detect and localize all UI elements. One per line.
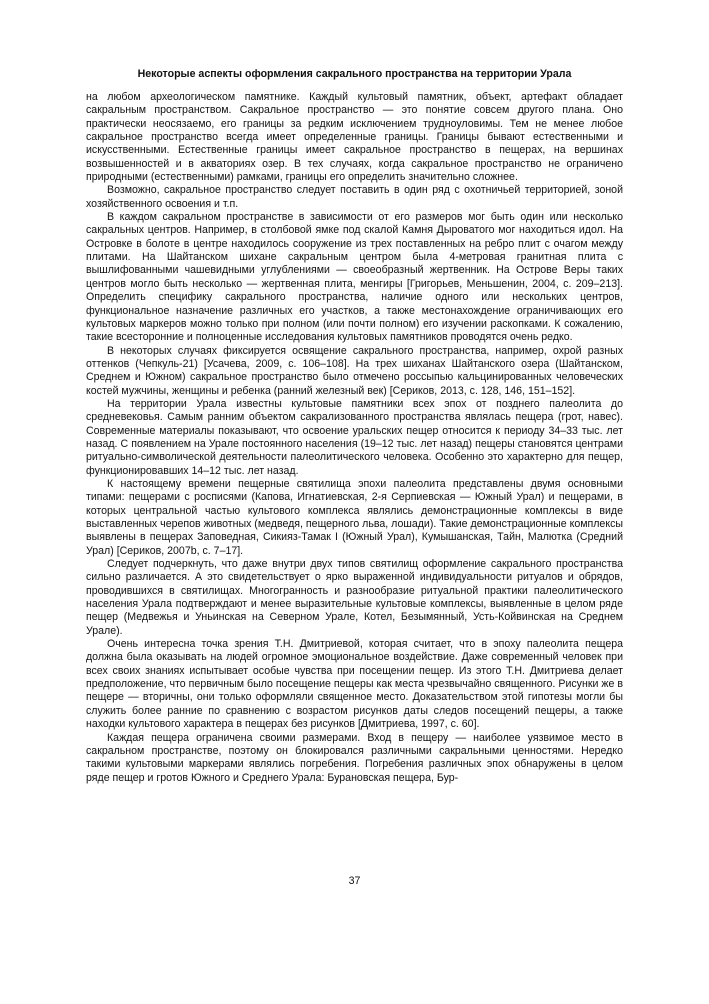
paragraph-7: Следует подчеркнуть, что даже внутри двух типов святилищ оформление сакрального пространства сильно различается. А это свидетельствует о ярко выраженной индивидуальности ритуалов и обрядов, проводившихся в святилищах. Многогранность и разнообразие ритуальной практики палеолитического населения Урала подтверждают и менее выразительные культовые комплексы, выявленные в целом ряде пещер (Медвежья и Уньинская на Северном Урале, Котел, Безымянный, Усть-Койвинская на Среднем Урале). bbox=[86, 558, 623, 637]
body-text bbox=[86, 91, 623, 785]
paragraph-3: В каждом сакральном пространстве в зависимости от его размеров мог быть один или несколько сакральных центров. Например, в столбовой ямке под скалой Камня Дыроватого мог находиться идол. На Островке в болоте в центре находилось сооружение из трех поставленных на ребро плит с очагом между плитами. На Шайтанском шихане сакральным центром была 4-метровая гранитная плита с вышлифованными чашевидными углублениями — своеобразный жертвенник. На Острове Веры таких центров могло быть несколько — жертвенная плита, менгиры [Григорьев, Меньшенин, 2004, с. 209–213]. Определить специфику сакрального пространства, наличие одного или нескольких центров, функциональное назначение различных его участков, а также местонахождение ограничивающих его культовых маркеров можно только при полном (или почти полном) его изучении раскопками. К сожалению, такие всесторонние и полноценные исследования культовых памятников проводятся очень редко. bbox=[86, 211, 623, 344]
paragraph-9: Каждая пещера ограничена своими размерами. Вход в пещеру — наиболее уязвимое место в сакральном пространстве, поэтому он блокировался различными сакральными ценностями. Нередко такими культовыми маркерами являлись погребения. Погребения различных эпох обнаружены в целом ряде пещер и гротов Южного и Среднего Урала: Бурановская пещера, Бур- bbox=[86, 731, 623, 784]
paragraph-8: Очень интересна точка зрения Т.Н. Дмитриевой, которая считает, что в эпоху палеолита пещера должна была оказывать на людей огромное эмоциональное воздействие. Даже современный человек при всех своих знаниях испытывает особые чувства при посещении пещер. Из этого Т.Н. Дмитриева делает предположение, что первичным было посещение пещеры как места чрезвычайно священного. Рисунки же в пещере — вторичны, они только оформляли священное место. Доказательством этой гипотезы могли бы служить более ранние по сравнению с возрастом рисунков даты следов посещений пещеры, а также находки культового характера в пещерах без рисунков [Дмитриева, 1997, с. 60]. bbox=[86, 638, 623, 731]
running-head-title: Некоторые аспекты оформления сакрального пространства на территории Урала bbox=[137, 68, 572, 80]
paragraph-6: К настоящему времени пещерные святилища эпохи палеолита представлены двумя основными типами: пещерами с росписями (Капова, Игнатиевская, 2-я Серпиевская — Южный Урал) и пещерами, в которых центральной частью культового комплекса являлись демонстрационные комплексы в виде выставленных черепов животных (медведя, пещерного льва, лошади). Такие демонстрационные комплексы выявлены в пещерах Заповедная, Сикияз-Тамак I (Южный Урал), Кумышанская, Тайн, Малютка (Средний Урал) [Сериков, 2007b, с. 7–17]. bbox=[86, 477, 623, 557]
paragraph-2: Возможно, сакральное пространство следует поставить в один ряд с охотничьей территорией, зоной хозяйственного освоения и т.п. bbox=[86, 184, 623, 210]
paragraph-5: На территории Урала известны культовые памятники всех эпох от позднего палеолита до средневековья. Самым ранним объектом сакрализованного пространства являлась пещера (грот, навес). Современные материалы показывают, что освоение уральских пещер относится к периоду 34–33 тыс. лет назад. С появлением на Урале постоянного населения (19–12 тыс. лет назад) пещеры становятся центрами ритуально-символической деятельности палеолитического человека. Особенно это характерно для пещер, функционировавших 14–12 тыс. лет назад. bbox=[86, 397, 623, 477]
paragraph-1: на любом археологическом памятнике. Каждый культовый памятник, объект, артефакт обладает сакральным пространством. Сакральное пространство — это понятие совсем другого плана. Оно практически неосязаемо, его границы за редким исключением трудноуловимы. Тем не менее любое сакральное пространство всегда имеет определенные границы. Границы бывают естественными и искусственными. Естественные границы имеет сакральное пространство в пещерах, на вершинах возвышенностей и в акваториях озер. В тех случаях, когда сакральное пространство не ограничено природными (естественными) рамками, границы его определить значительно сложнее. bbox=[86, 91, 623, 184]
page-number: 37 bbox=[348, 875, 361, 887]
paragraph-4: В некоторых случаях фиксируется освящение сакрального пространства, например, охрой разных оттенков (Чепкуль-21) [Усачева, 2009, с. 106–108]. На трех шиханах Шайтанского озера (Шайтанском, Среднем и Южном) сакральное пространство было отмечено россыпью кальцинированных человеческих костей мужчины, женщины и ребенка (ранний железный век) [Сериков, 2013, с. 128, 146, 151–152]. bbox=[86, 344, 623, 397]
